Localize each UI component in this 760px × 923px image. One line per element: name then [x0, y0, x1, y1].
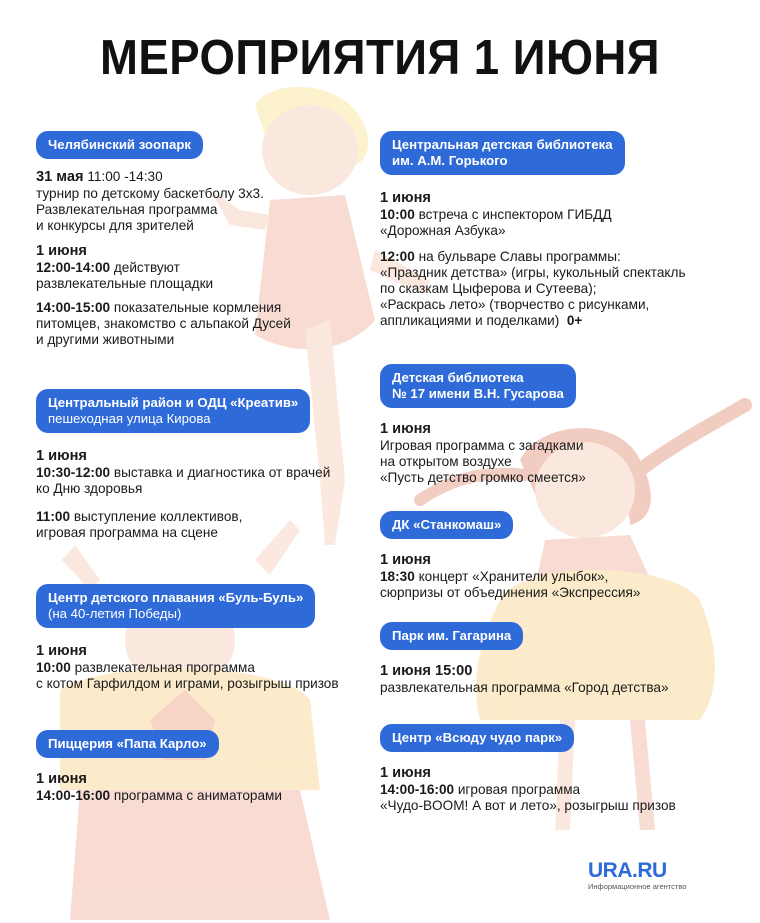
venue-label: Челябинский зоопарк	[36, 131, 203, 159]
event-description: развлекательные площадки	[36, 276, 214, 291]
event-time: 12:00	[380, 249, 415, 264]
event-description: игровая программа	[457, 782, 581, 797]
event-description: «Чудо-BOOM! А вот и лето», розыгрыш призов	[380, 798, 676, 813]
event-time: 10:00	[36, 660, 71, 675]
event-zoo	[36, 131, 291, 348]
event-description: «Пусть детство громко смеется»	[380, 470, 586, 485]
event-date: 1 июня	[380, 552, 431, 568]
event-library-17	[380, 364, 586, 486]
event-miracle-park	[380, 724, 676, 814]
logo-subtitle: Информационное агентство	[588, 882, 687, 891]
logo-name: URA.RU	[588, 859, 667, 882]
event-description: «Раскрась лето» (творчество с рисунками,	[380, 297, 650, 312]
venue-label: Центр «Всюду чудо парк»	[380, 724, 574, 752]
event-description: сюрпризы от объединения «Экспрессия»	[380, 585, 641, 600]
event-gagarin-park	[380, 622, 669, 696]
event-description: выступление коллективов,	[73, 509, 243, 524]
event-description: выставка и диагностика от врачей	[113, 465, 331, 480]
boy-illustration-left	[60, 520, 330, 920]
event-date: 1 июня	[380, 421, 431, 437]
event-time: 14:00-16:00	[380, 782, 455, 797]
event-description: концерт «Хранители улыбок»,	[418, 569, 609, 584]
event-description: и конкурсы для зрителей	[36, 218, 194, 233]
event-time: 10:00	[380, 207, 415, 222]
event-pizzeria	[36, 730, 282, 804]
venue-label: Центральная детская библиотека им. А.М. Горького	[380, 131, 625, 175]
event-description: действуют	[113, 260, 180, 275]
event-description: аппликациями и поделками)	[380, 313, 560, 328]
event-swimming-center	[36, 584, 339, 692]
event-description: Развлекательная программа	[36, 202, 218, 217]
event-description: развлекательная программа	[74, 660, 255, 675]
event-time: 11:00	[36, 509, 71, 524]
event-central-library	[380, 131, 686, 329]
event-time: 14:00-16:00	[36, 788, 111, 803]
event-date: 1 июня	[36, 448, 87, 464]
event-description: развлекательная программа «Город детства»	[380, 680, 669, 695]
event-description: игровая программа на сцене	[36, 525, 218, 540]
event-central-district	[36, 389, 330, 541]
event-description: «Праздник детства» (игры, кукольный спектакль	[380, 265, 686, 280]
age-rating: 0+	[566, 313, 583, 328]
event-description: на открытом воздухе	[380, 454, 512, 469]
event-description: и другими животными	[36, 332, 175, 347]
event-description: по сказкам Цыферова и Сутеева);	[380, 281, 597, 296]
event-time: 12:00-14:00	[36, 260, 111, 275]
venue-label: Центральный район и ОДЦ «Креатив»	[48, 395, 299, 410]
event-stankomash	[380, 511, 640, 601]
event-description: турнир по детскому баскетболу 3х3.	[36, 186, 264, 201]
event-description: с котом Гарфилдом и играми, розыгрыш призов	[36, 676, 339, 691]
event-date: 1 июня	[36, 643, 87, 659]
venue-label: Парк им. Гагарина	[380, 622, 523, 650]
event-description: программа с аниматорами	[113, 788, 282, 803]
event-description: питомцев, знакомство с альпакой Дусей	[36, 316, 291, 331]
venue-address: пешеходная улица Кирова	[48, 411, 211, 426]
event-time: 10:30-12:00	[36, 465, 111, 480]
event-description: «Дорожная Азбука»	[380, 223, 506, 238]
event-description: показательные кормления	[113, 300, 282, 315]
event-date: 1 июня	[36, 243, 87, 259]
event-description: на бульваре Славы программы:	[418, 249, 621, 264]
event-time: 14:00-15:00	[36, 300, 111, 315]
event-description: Игровая программа с загадками	[380, 438, 584, 453]
event-time: 18:30	[380, 569, 415, 584]
venue-label: Центр детского плавания «Буль-Буль»	[48, 590, 304, 605]
venue-label: Пиццерия «Папа Карло»	[36, 730, 219, 758]
page-title: МЕРОПРИЯТИЯ 1 ИЮНЯ	[99, 31, 661, 85]
event-description: ко Дню здоровья	[36, 481, 143, 496]
event-description: встреча с инспектором ГИБДД	[418, 207, 612, 222]
event-date: 1 июня	[380, 765, 431, 781]
event-date: 31 мая	[36, 169, 84, 185]
ura-ru-logo	[588, 860, 686, 891]
venue-label: Детская библиотека № 17 имени В.Н. Гусарова	[380, 364, 576, 408]
event-date: 1 июня	[36, 771, 87, 787]
venue-label: ДК «Станкомаш»	[380, 511, 513, 539]
event-date: 1 июня	[380, 190, 431, 206]
event-time: 11:00 -14:30	[87, 169, 163, 184]
event-date: 1 июня 15:00	[380, 663, 473, 679]
venue-address: (на 40-летия Победы)	[48, 606, 182, 621]
